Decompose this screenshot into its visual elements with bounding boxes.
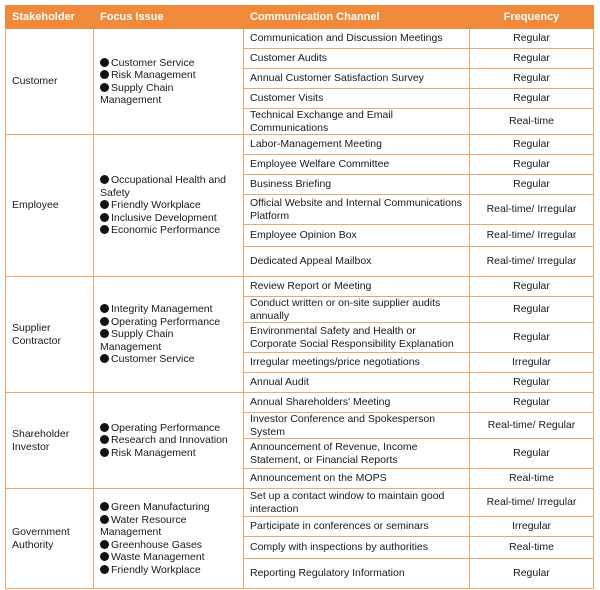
focus-issue-label: Customer Service: [111, 56, 195, 69]
focus-issue-label: Economic Performance: [111, 224, 221, 237]
bullet-icon: [100, 354, 109, 363]
focus-issue-cell: [94, 393, 244, 489]
focus-issue-item: [100, 422, 237, 435]
focus-issue-label: Customer Service: [111, 353, 195, 366]
communication-channel-cell: Review Report or Meeting: [244, 277, 470, 297]
frequency-cell: Real-time: [470, 469, 594, 489]
communication-channel-cell: Annual Shareholders' Meeting: [244, 393, 470, 413]
frequency-cell: Real-time/ Irregular: [470, 195, 594, 225]
frequency-cell: Regular: [470, 135, 594, 155]
focus-issue-item: [100, 316, 237, 329]
frequency-cell: Regular: [470, 393, 594, 413]
focus-issue-item: [100, 199, 237, 212]
bullet-icon: [100, 58, 109, 67]
communication-channel-cell: Employee Welfare Committee: [244, 155, 470, 175]
focus-issue-item: [100, 224, 237, 237]
focus-issue-item: [100, 303, 237, 316]
frequency-cell: Regular: [470, 89, 594, 109]
focus-issue-label: Supply Chain Management: [100, 328, 174, 353]
focus-issue-label: Risk Management: [111, 69, 196, 81]
bullet-icon: [100, 515, 109, 524]
frequency-cell: Regular: [470, 49, 594, 69]
focus-issue-item: [100, 551, 237, 564]
header-stakeholder: Stakeholder: [6, 6, 94, 29]
focus-issue-item: [100, 539, 237, 552]
page: [5, 5, 595, 589]
communication-channel-cell: Employee Opinion Box: [244, 225, 470, 247]
focus-issue-label: Operating Performance: [111, 421, 221, 434]
bullet-icon: [100, 304, 109, 313]
header-frequency: Frequency: [470, 6, 594, 29]
focus-issue-item: [100, 57, 237, 70]
bullet-icon: [100, 552, 109, 561]
bullet-icon: [100, 448, 109, 457]
bullet-icon: [100, 565, 109, 574]
frequency-cell: Real-time/ Irregular: [470, 247, 594, 277]
communication-channel-cell: Set up a contact window to maintain good interaction: [244, 489, 470, 517]
bullet-icon: [100, 317, 109, 326]
frequency-cell: Regular: [470, 175, 594, 195]
communication-channel-cell: Customer Visits: [244, 89, 470, 109]
table-body: [6, 29, 594, 589]
communication-channel-cell: Reporting Regulatory Information: [244, 559, 470, 589]
focus-issue-label: Research and Innovation: [111, 434, 228, 447]
focus-issue-label: Occupational Health and Safety: [100, 174, 226, 199]
focus-issue-item: [100, 514, 237, 539]
focus-issue-label: Green Manufacturing: [111, 501, 210, 513]
focus-issue-item: [100, 447, 237, 460]
frequency-cell: Regular: [470, 323, 594, 353]
bullet-icon: [100, 540, 109, 549]
frequency-cell: Regular: [470, 29, 594, 49]
communication-channel-cell: Official Website and Internal Communications Platform: [244, 195, 470, 225]
bullet-icon: [100, 423, 109, 432]
focus-issue-item: [100, 82, 237, 107]
focus-issue-label: Waste Management: [111, 551, 205, 563]
focus-issue-label: Operating Performance: [111, 315, 221, 328]
bullet-icon: [100, 329, 109, 338]
frequency-cell: Regular: [470, 559, 594, 589]
communication-channel-cell: Investor Conference and Spokesperson System: [244, 413, 470, 439]
communication-channel-cell: Annual Customer Satisfaction Survey: [244, 69, 470, 89]
stakeholder-communication-table: [5, 5, 594, 589]
focus-issue-cell: [94, 29, 244, 135]
frequency-cell: Real-time: [470, 109, 594, 135]
stakeholder-cell: Employee: [6, 135, 94, 277]
frequency-cell: Real-time/ Irregular: [470, 489, 594, 517]
focus-issue-label: Friendly Workplace: [111, 563, 201, 576]
header-row: [6, 6, 594, 29]
focus-issue-item: [100, 501, 237, 514]
bullet-icon: [100, 213, 109, 222]
stakeholder-cell: Government Authority: [6, 489, 94, 589]
table-row: [6, 135, 594, 155]
bullet-icon: [100, 435, 109, 444]
header-focus-issue: Focus Issue: [94, 6, 244, 29]
communication-channel-cell: Announcement on the MOPS: [244, 469, 470, 489]
focus-issue-label: Friendly Workplace: [111, 199, 201, 212]
header-communication-channel: Communication Channel: [244, 6, 470, 29]
communication-channel-cell: Conduct written or on-site supplier audits annually: [244, 297, 470, 323]
bullet-icon: [100, 83, 109, 92]
communication-channel-cell: Communication and Discussion Meetings: [244, 29, 470, 49]
stakeholder-cell: Shareholder Investor: [6, 393, 94, 489]
communication-channel-cell: Labor-Management Meeting: [244, 135, 470, 155]
table-row: [6, 29, 594, 49]
bullet-icon: [100, 502, 109, 511]
focus-issue-item: [100, 212, 237, 225]
focus-issue-label: Risk Management: [111, 446, 196, 459]
focus-issue-item: [100, 328, 237, 353]
focus-issue-cell: [94, 135, 244, 277]
communication-channel-cell: Dedicated Appeal Mailbox: [244, 247, 470, 277]
frequency-cell: Real-time/ Regular: [470, 413, 594, 439]
communication-channel-cell: Customer Audits: [244, 49, 470, 69]
frequency-cell: Real-time/ Irregular: [470, 225, 594, 247]
communication-channel-cell: Business Briefing: [244, 175, 470, 195]
focus-issue-label: Greenhouse Gases: [111, 538, 203, 551]
focus-issue-item: [100, 434, 237, 447]
focus-issue-item: [100, 564, 237, 577]
communication-channel-cell: Environmental Safety and Health or Corporate Social Responsibility Explanation: [244, 323, 470, 353]
frequency-cell: Regular: [470, 439, 594, 469]
frequency-cell: Regular: [470, 69, 594, 89]
communication-channel-cell: Annual Audit: [244, 373, 470, 393]
frequency-cell: Regular: [470, 155, 594, 175]
table-row: [6, 393, 594, 413]
frequency-cell: Regular: [470, 373, 594, 393]
frequency-cell: Regular: [470, 297, 594, 323]
focus-issue-item: [100, 69, 237, 82]
focus-issue-item: [100, 353, 237, 366]
focus-issue-cell: [94, 277, 244, 393]
frequency-cell: Irregular: [470, 353, 594, 373]
bullet-icon: [100, 225, 109, 234]
focus-issue-label: Water Resource Management: [100, 513, 187, 538]
communication-channel-cell: Technical Exchange and Email Communications: [244, 109, 470, 135]
focus-issue-label: Inclusive Development: [111, 211, 217, 224]
communication-channel-cell: Participate in conferences or seminars: [244, 517, 470, 537]
frequency-cell: Regular: [470, 277, 594, 297]
table-row: [6, 489, 594, 517]
bullet-icon: [100, 175, 109, 184]
focus-issue-label: Supply Chain Management: [100, 81, 174, 106]
frequency-cell: Real-time: [470, 537, 594, 559]
stakeholder-cell: Supplier Contractor: [6, 277, 94, 393]
stakeholder-cell: Customer: [6, 29, 94, 135]
communication-channel-cell: Announcement of Revenue, Income Statement, or Financial Reports: [244, 439, 470, 469]
focus-issue-cell: [94, 489, 244, 589]
table-row: [6, 277, 594, 297]
frequency-cell: Irregular: [470, 517, 594, 537]
communication-channel-cell: Comply with inspections by authorities: [244, 537, 470, 559]
bullet-icon: [100, 70, 109, 79]
communication-channel-cell: Irregular meetings/price negotiations: [244, 353, 470, 373]
focus-issue-label: Integrity Management: [111, 303, 213, 316]
bullet-icon: [100, 200, 109, 209]
focus-issue-item: [100, 174, 237, 199]
